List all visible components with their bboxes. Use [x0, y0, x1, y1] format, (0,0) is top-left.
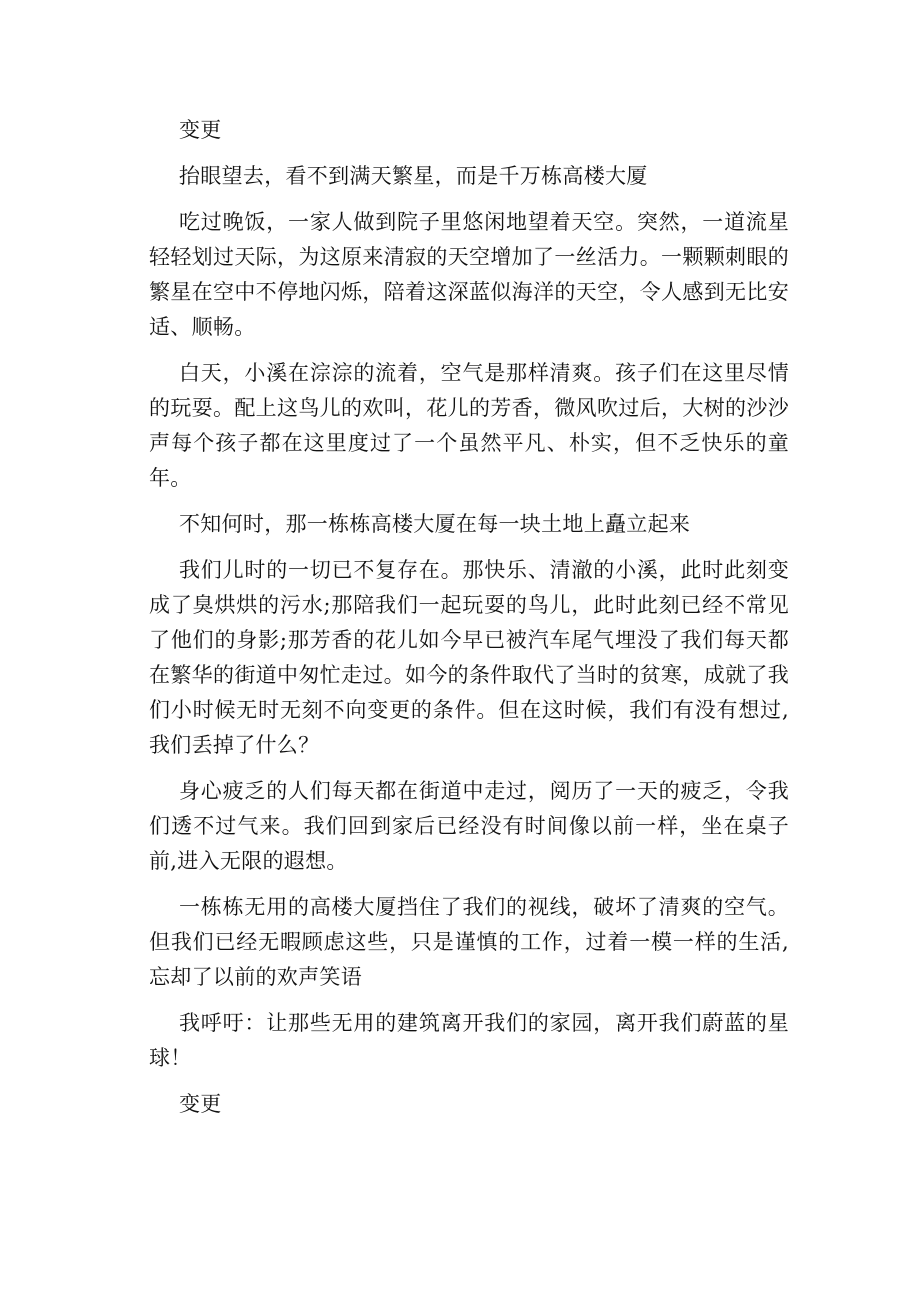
- paragraph-4: 不知何时，那一栋栋高楼大厦在每一块土地上矗立起来: [179, 512, 691, 536]
- document-body: [149, 113, 789, 1133]
- paragraph-2: 吃过晚饭，一家人做到院子里悠闲地望着天空。突然，一道流星轻轻划过天际，为这原来清寂的天空增加了一丝活力。一颗颗刺眼的繁星在空中不停地闪烁，陪着这深蓝似海洋的天空，令人感到无比安适、顺畅。: [149, 210, 789, 339]
- closing-paragraph: 变更: [179, 1092, 222, 1116]
- title-paragraph: 变更: [179, 118, 222, 142]
- paragraph-6: 身心疲乏的人们每天都在街道中走过，阅历了一天的疲乏，令我们透不过气来。我们回到家后已经没有时间像以前一样，坐在桌子前,进入无限的遐想。: [149, 779, 789, 873]
- paragraph-8: 我呼吁：让那些无用的建筑离开我们的家园，离开我们蔚蓝的星球！: [149, 1011, 789, 1070]
- paragraph-1: 抬眼望去，看不到满天繁星，而是千万栋高楼大厦: [179, 164, 648, 188]
- paragraph-3: 白天，小溪在淙淙的流着，空气是那样清爽。孩子们在这里尽情的玩耍。配上这鸟儿的欢叫，花儿的芳香，微风吹过后，大树的沙沙声每个孩子都在这里度过了一个虽然平凡、朴实，但不乏快乐的童年。: [149, 361, 789, 490]
- paragraph-5: 我们儿时的一切已不复存在。那快乐、清澈的小溪，此时此刻变成了臭烘烘的污水;那陪我们一起玩耍的鸟儿，此时此刻已经不常见了他们的身影;那芳香的花儿如今早已被汽车尾气埋没了我们每天都在繁华的街道中匆忙走过。如今的条件取代了当时的贫寒，成就了我们小时候无时无刻不向变更的条件。但在这时候，我们有没有想过,我们丢掉了什么？: [149, 558, 789, 757]
- paragraph-7: 一栋栋无用的高楼大厦挡住了我们的视线，破坏了清爽的空气。但我们已经无暇顾虑这些，只是谨慎的工作，过着一模一样的生活,忘却了以前的欢声笑语: [149, 895, 789, 989]
